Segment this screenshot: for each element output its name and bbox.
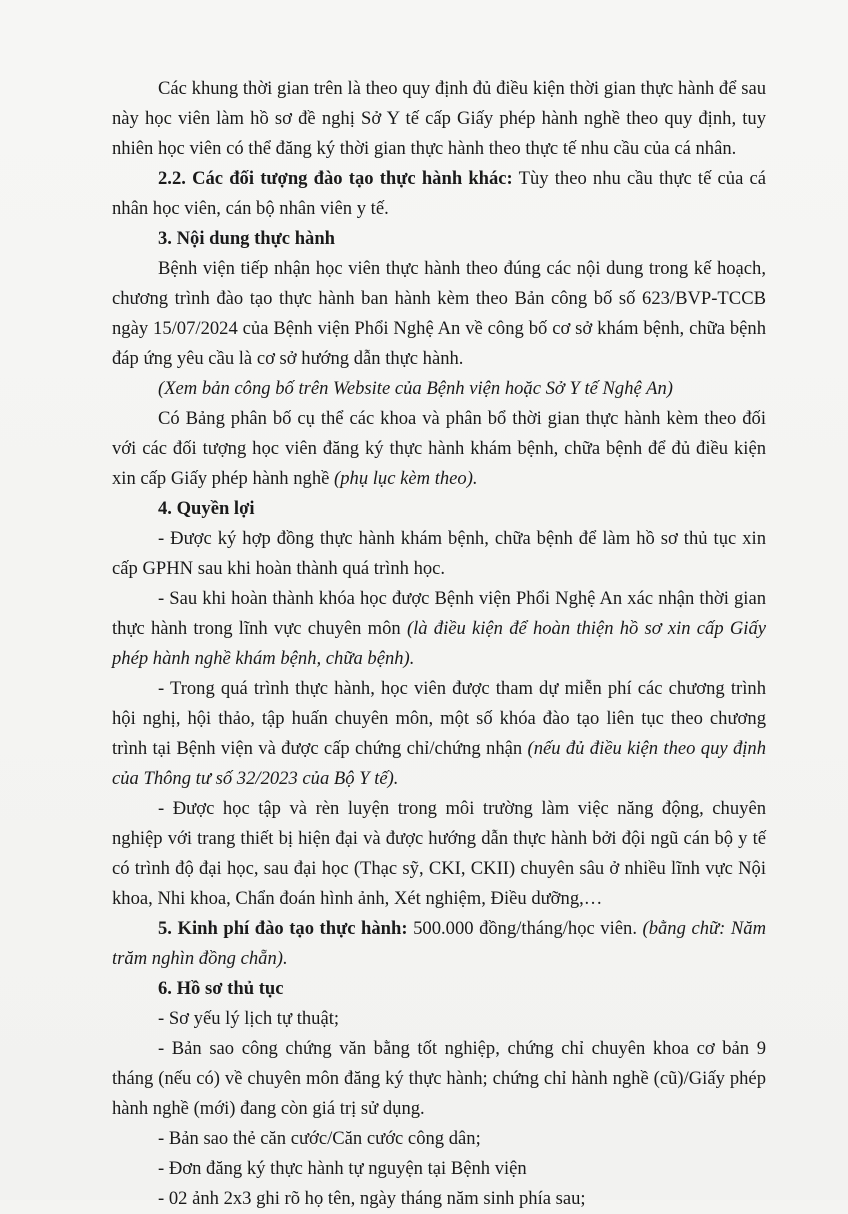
section-2-2 [112, 164, 766, 224]
benefit-item-4: - Được học tập và rèn luyện trong môi trường làm việc năng động, chuyên nghiệp với trang thiết bị hiện đại và được hướng dẫn thực hành bởi đội ngũ cán bộ y tế có trình độ đại học, sau đại học (Thạc sỹ, CKI, CKII) chuyên sâu ở nhiều lĩnh vực Nội khoa, Nhi khoa, Chẩn đoán hình ảnh, Xét nghiệm, Điều dưỡng,… [112, 798, 766, 909]
section-4-heading: 4. Quyền lợi [158, 498, 255, 519]
section-5-fee: 500.000 đồng/tháng/học viên. [407, 918, 643, 939]
section-5 [112, 914, 766, 974]
appendix-note: (phụ lục kèm theo). [334, 468, 478, 489]
dossier-item: - Đơn đăng ký thực hành tự nguyện tại Bệnh viện [158, 1158, 527, 1179]
section-3-paragraph-1: Bệnh viện tiếp nhận học viên thực hành theo đúng các nội dung trong kế hoạch, chương trình đào tạo thực hành ban hành kèm theo Bản công bố số 623/BVP-TCCB ngày 15/07/2024 của Bệnh viện Phổi Nghệ An về công bố cơ sở khám bệnh, chữa bệnh đáp ứng yêu cầu là cơ sở hướng dẫn thực hành. [112, 258, 766, 369]
section-5-heading: 5. Kinh phí đào tạo thực hành: [158, 918, 408, 939]
section-2-2-heading: 2.2. Các đối tượng đào tạo thực hành khác: [158, 168, 513, 189]
section-6-heading: 6. Hồ sơ thủ tục [158, 978, 284, 999]
document-body [112, 74, 766, 1214]
section-5-fee-words: (bằng chữ: Năm trăm nghìn đồng chẵn). [112, 918, 766, 969]
section-3-note: (Xem bản công bố trên Website của Bệnh viện hoặc Sở Y tế Nghệ An) [158, 378, 673, 399]
benefit-item-1: - Được ký hợp đồng thực hành khám bệnh, chữa bệnh để làm hồ sơ thủ tục xin cấp GPHN sau khi hoàn thành quá trình học. [112, 528, 766, 579]
section-2-2-text: Tùy theo nhu cầu thực tế của cá nhân học viên, cán bộ nhân viên y tế. [112, 168, 766, 219]
benefit-item-3: - Trong quá trình thực hành, học viên được tham dự miễn phí các chương trình hội nghị, hội thảo, tập huấn chuyên môn, một số khóa đào tạo liên tục theo chương trình tại Bệnh viện và được cấp chứng chỉ/chứng nhận (nếu đủ điều kiện theo quy định của Thông tư số 32/2023 của Bộ Y tế). [112, 678, 767, 789]
benefit-item-2: - Sau khi hoàn thành khóa học được Bệnh viện Phổi Nghệ An xác nhận thời gian thực hành trong lĩnh vực chuyên môn (là điều kiện để hoàn thiện hồ sơ xin cấp Giấy phép hành nghề khám bệnh, chữa bệnh). [112, 588, 767, 669]
paragraph-time-frames: Các khung thời gian trên là theo quy định đủ điều kiện thời gian thực hành để sau này học viên làm hồ sơ đề nghị Sở Y tế cấp Giấy phép hành nghề theo quy định, tuy nhiên học viên có thể đăng ký thời gian thực hành theo thực tế nhu cầu của cá nhân. [112, 78, 766, 159]
section-3-heading: 3. Nội dung thực hành [158, 228, 336, 249]
dossier-item: - 02 ảnh 2x3 ghi rõ họ tên, ngày tháng năm sinh phía sau; [158, 1188, 586, 1209]
dossier-item: - Bản sao công chứng văn bằng tốt nghiệp, chứng chỉ chuyên khoa cơ bản 9 tháng (nếu có) về chuyên môn đăng ký thực hành; chứng chỉ hành nghề (cũ)/Giấy phép hành nghề (mới) đang còn giá trị sử dụng. [112, 1038, 766, 1119]
section-3-paragraph-2: Có Bảng phân bố cụ thể các khoa và phân bổ thời gian thực hành kèm theo đối với các đối tượng học viên đăng ký thực hành khám bệnh, chữa bệnh để đủ điều kiện xin cấp Giấy phép hành nghề (phụ lục kèm theo). [112, 408, 766, 489]
dossier-item: - Bản sao thẻ căn cước/Căn cước công dân; [158, 1128, 481, 1149]
dossier-item: - Sơ yếu lý lịch tự thuật; [158, 1008, 340, 1029]
